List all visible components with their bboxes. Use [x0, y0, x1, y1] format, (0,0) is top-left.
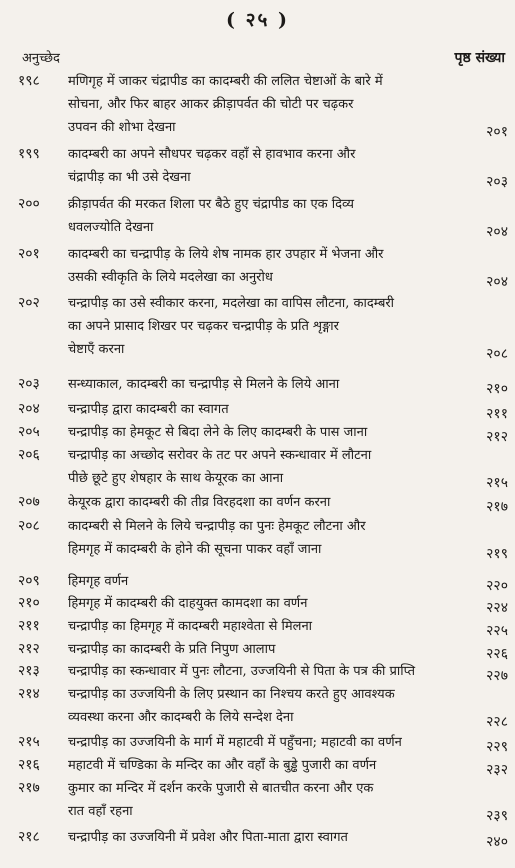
entry-number: २०० — [18, 196, 40, 212]
entry-title — [68, 615, 488, 638]
entry-title — [68, 444, 488, 490]
entry-title-line: चन्द्रापीड़ का स्कन्धावार में पुनः लौटना, उज्जयिनी से पिता के पत्र की प्राप्ति — [68, 664, 416, 679]
entry-page-number: २११ — [486, 406, 508, 422]
entry-title-line: का अपने प्रासाद शिखर पर चढ़कर चन्द्रापीड़ के प्रति शृङ्गार — [68, 319, 339, 334]
entry-title — [68, 592, 488, 615]
entry-number: १९८ — [18, 73, 40, 89]
entry-page-number: २३९ — [486, 808, 508, 824]
entry-number: २०७ — [18, 494, 40, 510]
entry-title-line: सन्ध्याकाल, कादम्बरी का चन्द्रापीड़ से मिलने के लिये आना — [68, 377, 340, 392]
entry-number: २१७ — [18, 780, 40, 796]
entry-title-line: चन्द्रापीड़ का उज्जयिनी में प्रवेश और पिता-माता द्वारा स्वागत — [68, 830, 348, 845]
entry-number: २०४ — [18, 401, 40, 417]
entry-title — [68, 777, 488, 823]
entry-title — [68, 373, 488, 396]
entry-number: २०१ — [18, 246, 40, 262]
entry-title — [68, 421, 488, 444]
entry-number: २०५ — [18, 424, 40, 440]
entry-number: २०३ — [18, 376, 40, 392]
entry-title — [68, 292, 488, 361]
entry-number: २११ — [18, 618, 40, 634]
entry-page-number: २१२ — [486, 429, 508, 445]
entry-title-line: हिमगृह में कादम्बरी की दाहयुक्त कामदशा का वर्णन — [68, 596, 308, 611]
entry-title — [68, 826, 488, 849]
entry-title-line: चन्द्रापीड़ का उज्जयिनी के लिए प्रस्थान का निश्चय करते हुए आवश्यक — [68, 687, 395, 702]
entry-page-number: २२४ — [486, 600, 508, 616]
entry-title-line: महाटवी में चण्डिका के मन्दिर का और वहाँ के बुड्ढे पुजारी का वर्णन — [68, 758, 377, 773]
entry-title-line: उसकी स्वीकृति के लिये मदलेखा का अनुरोध — [68, 270, 273, 285]
entry-title — [68, 193, 488, 239]
entry-page-number: २३२ — [486, 762, 508, 778]
entry-page-number: २२६ — [486, 646, 508, 662]
entry-title-line: कुमार का मन्दिर में दर्शन करके पुजारी से बातचीत करना और एक — [68, 781, 374, 796]
entry-title — [68, 731, 488, 754]
entry-number: २१६ — [18, 757, 40, 773]
entry-title-line: सोचना, और फिर बाहर आकर क्रीड़ापर्वत की चोटी पर चढ़कर — [68, 97, 354, 112]
entry-title-line: हिमगृह में कादम्बरी के होने की सूचना पाकर वहाँ जाना — [68, 542, 322, 557]
entry-title-line: कादम्बरी का अपने सौधपर चढ़कर वहाँ से हावभाव करना और — [68, 147, 356, 162]
entry-page-number: २२० — [486, 578, 508, 594]
column-header-paragraph: अनुच्छेद — [22, 51, 60, 66]
entry-title-line: पीछे छूटे हुए शेषहार के साथ केयूरक का आना — [68, 471, 284, 486]
entry-title-line: क्रीड़ापर्वत की मरकत शिला पर बैठे हुए चंद्रापीड का एक दिव्य — [68, 197, 355, 212]
entry-page-number: २०१ — [486, 124, 508, 140]
entry-title-line: चन्द्रापीड़ का उसे स्वीकार करना, मदलेखा का वापिस लौटना, कादम्बरी — [68, 296, 395, 311]
entry-number: २०२ — [18, 295, 40, 311]
entry-number: २०६ — [18, 447, 40, 463]
entry-page-number: २२५ — [486, 623, 508, 639]
entry-number: २१० — [18, 595, 40, 611]
entry-title-line: चन्द्रापीड़ द्वारा कादम्बरी का स्वागत — [68, 402, 229, 417]
entry-page-number: २०८ — [486, 346, 508, 362]
entry-number: २१८ — [18, 829, 40, 845]
entry-number: २१२ — [18, 641, 40, 657]
entry-page-number: २१७ — [486, 499, 508, 515]
entry-page-number: २०४ — [486, 224, 508, 240]
entry-number: २०८ — [18, 518, 40, 534]
entry-page-number: २०४ — [486, 274, 508, 290]
entry-title-line: उपवन की शोभा देखना — [68, 120, 176, 135]
entry-title — [68, 70, 488, 139]
entry-page-number: २१० — [486, 381, 508, 397]
entry-title — [68, 491, 488, 514]
entry-title-line: चन्द्रापीड़ का हेमकूट से बिदा लेने के लिए कादम्बरी के पास जाना — [68, 425, 368, 440]
entry-title-line: चन्द्रापीड़ का हिमगृह में कादम्बरी महाश्वेता से मिलना — [68, 619, 313, 634]
entry-page-number: २२७ — [486, 668, 508, 684]
entry-page-number: २२८ — [486, 714, 508, 730]
entry-title-line: चन्द्रापीड़ का उज्जयिनी के मार्ग में महाटवी में पहुँचना; महाटवी का वर्णन — [68, 735, 402, 750]
entry-title-line: चन्द्रापीड़ का कादम्बरी के प्रति निपुण आलाप — [68, 642, 276, 657]
entry-number: २१४ — [18, 686, 40, 702]
entry-title-line: व्यवस्था करना और कादम्बरी के लिये सन्देश देना — [68, 710, 294, 725]
entry-title-line: केयूरक द्वारा कादम्बरी की तीव्र विरहदशा का वर्णन करना — [68, 495, 331, 510]
entry-page-number: २२९ — [486, 739, 508, 755]
entry-title — [68, 754, 488, 777]
entry-title-line: चन्द्रापीड़ का अच्छोद सरोवर के तट पर अपने स्कन्धावार में लौटना — [68, 448, 372, 463]
entry-title-line: रात वहाँ रहना — [68, 804, 133, 819]
entry-title — [68, 660, 488, 683]
column-header-page: पृष्ठ संख्या — [454, 50, 505, 66]
entry-title-line: चेष्टाएँ करना — [68, 342, 125, 357]
entry-page-number: २१९ — [486, 546, 508, 562]
entry-title — [68, 683, 488, 729]
entry-title-line: कादम्बरी का चन्द्रापीड़ के लिये शेष नामक हार उपहार में भेजना और — [68, 247, 384, 262]
entry-title-line: चंद्रापीड़ का भी उसे देखना — [68, 170, 191, 185]
entry-title-line: धवलज्योति देखना — [68, 220, 154, 235]
entry-title — [68, 398, 488, 421]
entry-title — [68, 570, 488, 593]
page-number: ( २५ ) — [226, 9, 289, 31]
entry-number: २०९ — [18, 573, 40, 589]
entry-page-number: २४० — [486, 834, 508, 850]
entry-title — [68, 515, 488, 561]
entry-title-line: हिमगृह वर्णन — [68, 574, 129, 589]
entry-page-number: २०३ — [486, 174, 508, 190]
entry-number: १९९ — [18, 146, 40, 162]
entry-title — [68, 638, 488, 661]
entry-number: २१३ — [18, 663, 40, 679]
entry-title-line: मणिगृह में जाकर चंद्रापीड का कादम्बरी की ललित चेष्टाओं के बारे में — [68, 74, 383, 89]
entry-page-number: २१५ — [486, 475, 508, 491]
entry-title-line: कादम्बरी से मिलने के लिये चन्द्रापीड़ का पुनः हेमकूट लौटना और — [68, 519, 366, 534]
entry-title — [68, 143, 488, 189]
entry-title — [68, 243, 488, 289]
entry-number: २१५ — [18, 734, 40, 750]
